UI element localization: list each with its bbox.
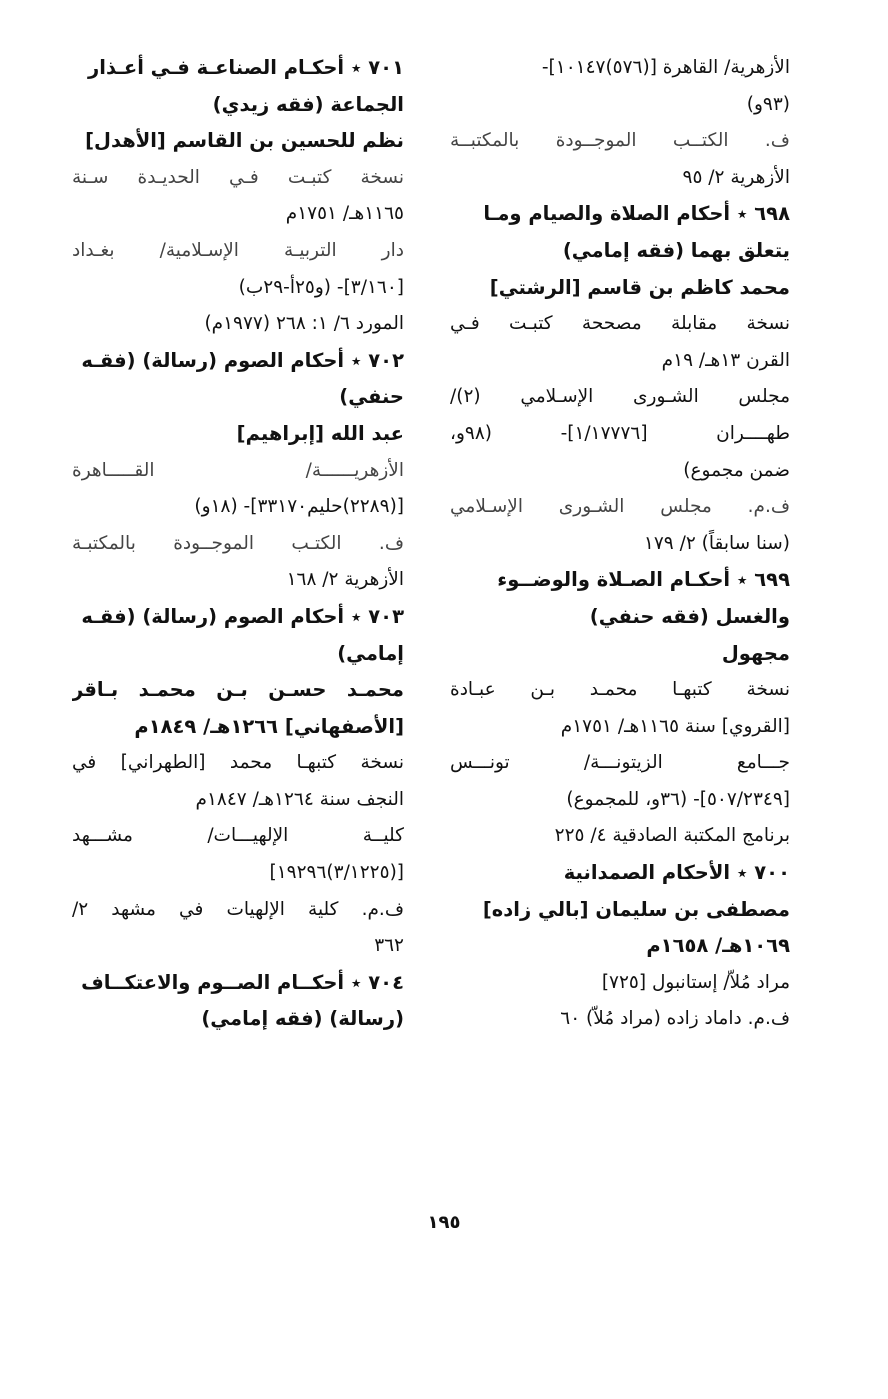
text-line: [٣/١٦٠]- (و٢٥أ-٢٩ب) xyxy=(238,276,404,298)
text-line: (رسالة) (فقه إمامي) xyxy=(201,1007,404,1031)
text-line: نسخة مقابلة مصححة كتبـت فـي xyxy=(450,313,790,335)
text-line: (٩٣و) xyxy=(746,93,790,115)
text-line: [القروي] سنة ١١٦٥هـ/ ١٧٥١م xyxy=(560,715,790,737)
text-line: الأزهرية/ القاهرة [(٥٧٦)١٠١٤٧]- xyxy=(541,57,790,78)
text-line: محمـد حسـن بـن محمـد بـاقر xyxy=(72,678,404,702)
text-line: الأزهرية ٢/ ١٦٨ xyxy=(286,569,404,591)
text-line: ف.م. داماد زاده (مراد مُلاّ) ٦٠ xyxy=(560,1008,790,1030)
text-line: دار التربيـة الإسـلامية/ بغـداد xyxy=(72,239,404,261)
text-line: ٦٩٩ ٭ أحكـام الصـلاة والوضــوء xyxy=(497,568,790,592)
text-line: [(٣/١٢٢٥)١٩٢٩٦] xyxy=(269,862,404,884)
text-line: ضمن مجموع) xyxy=(683,459,790,481)
text-line: ف.م. مجلس الشـورى الإسـلامي xyxy=(450,496,790,518)
text-line: كليــة الإلهيـــات/ مشـــهد xyxy=(72,825,404,847)
text-line: والغسل (فقه حنفي) xyxy=(589,604,790,628)
text-line: ف. الكتـب الموجــودة بالمكتبـة xyxy=(72,532,404,554)
text-line: نسخة كتبـت فـي الحديـدة سـنة xyxy=(72,166,404,188)
text-line: حنفي) xyxy=(339,385,404,409)
text-line: يتعلق بهما (فقه إمامي) xyxy=(562,238,790,262)
text-line: [الأصفهاني] ١٢٦٦هـ/ ١٨٤٩م xyxy=(134,714,404,738)
text-line: ٦٩٨ ٭ أحكام الصلاة والصيام ومـا xyxy=(483,202,790,226)
text-line: إمامي) xyxy=(337,641,404,665)
text-line: ف.م. كلية الإلهيات في مشهد ٢/ xyxy=(72,898,404,920)
text-line: الأزهريــــــة/ القـــــاهرة xyxy=(72,459,404,481)
text-line: الجماعة (فقه زيدي) xyxy=(212,92,404,116)
text-line: ٧٠٣ ٭ أحكام الصوم (رسالة) (فقـه xyxy=(81,604,404,628)
text-line: عبد الله [إبراهيم] xyxy=(236,421,404,445)
text-line: ف. الكتــب الموجــودة بالمكتبــة xyxy=(450,130,790,152)
text-line: ٧٠٠ ٭ الأحكام الصمدانية xyxy=(563,861,790,885)
text-line: ١١٦٥هـ/ ١٧٥١م xyxy=(285,203,404,225)
text-line: القرن ١٣هـ/ ١٩م xyxy=(661,349,790,371)
text-line: ٧٠١ ٭ أحكـام الصناعـة فـي أعـذار xyxy=(88,56,404,79)
left-column xyxy=(72,50,404,1038)
text-line: ٧٠٢ ٭ أحكام الصوم (رسالة) (فقـه xyxy=(81,348,404,372)
text-line: المورد ٦/ ١: ٢٦٨ (١٩٧٧م) xyxy=(204,313,404,335)
text-line: مجهول xyxy=(721,641,790,665)
text-line: الأزهرية ٢/ ٩٥ xyxy=(682,166,790,188)
text-line: [٥٠٧/٢٣٤٩]- (٣٦و، للمجموع) xyxy=(566,788,790,810)
right-column xyxy=(450,50,790,1038)
text-line: مصطفى بن سليمان [بالي زاده] xyxy=(482,897,790,921)
text-line: نسخة كتبهـا محمد [الطهراني] في xyxy=(72,752,404,774)
text-line: ١٠٦٩هـ/ ١٦٥٨م xyxy=(646,934,790,958)
text-line: (سنا سابقاً) ٢/ ١٧٩ xyxy=(643,532,790,554)
text-line: جـــامع الزيتونـــة/ تونـــس xyxy=(450,752,790,774)
text-line: مراد مُلاّ/ إستانبول [٧٢٥] xyxy=(601,971,790,993)
text-line: برنامج المكتبة الصادقية ٤/ ٢٢٥ xyxy=(554,825,790,847)
text-line: مجلس الشـورى الإسـلامي (٢)/ xyxy=(450,386,790,408)
text-line: ٧٠٤ ٭ أحكــام الصــوم والاعتكــاف xyxy=(81,970,404,994)
text-line: طهــــران [١/١٧٧٧٦]- (٩٨و، xyxy=(450,422,790,444)
text-line: نظم للحسين بن القاسم [الأهدل] xyxy=(85,129,404,153)
text-line: النجف سنة ١٢٦٤هـ/ ١٨٤٧م xyxy=(195,788,404,810)
text-line: [(٢٢٨٩)حليم٣٣١٧٠]- (١٨و) xyxy=(194,496,404,518)
text-line: نسخة كتبهـا محمـد بـن عبـادة xyxy=(450,679,790,701)
text-line: محمد كاظم بن قاسم [الرشتي] xyxy=(489,275,790,299)
text-line: ٣٦٢ xyxy=(374,935,404,957)
page-number: ١٩٥ xyxy=(427,1212,461,1233)
